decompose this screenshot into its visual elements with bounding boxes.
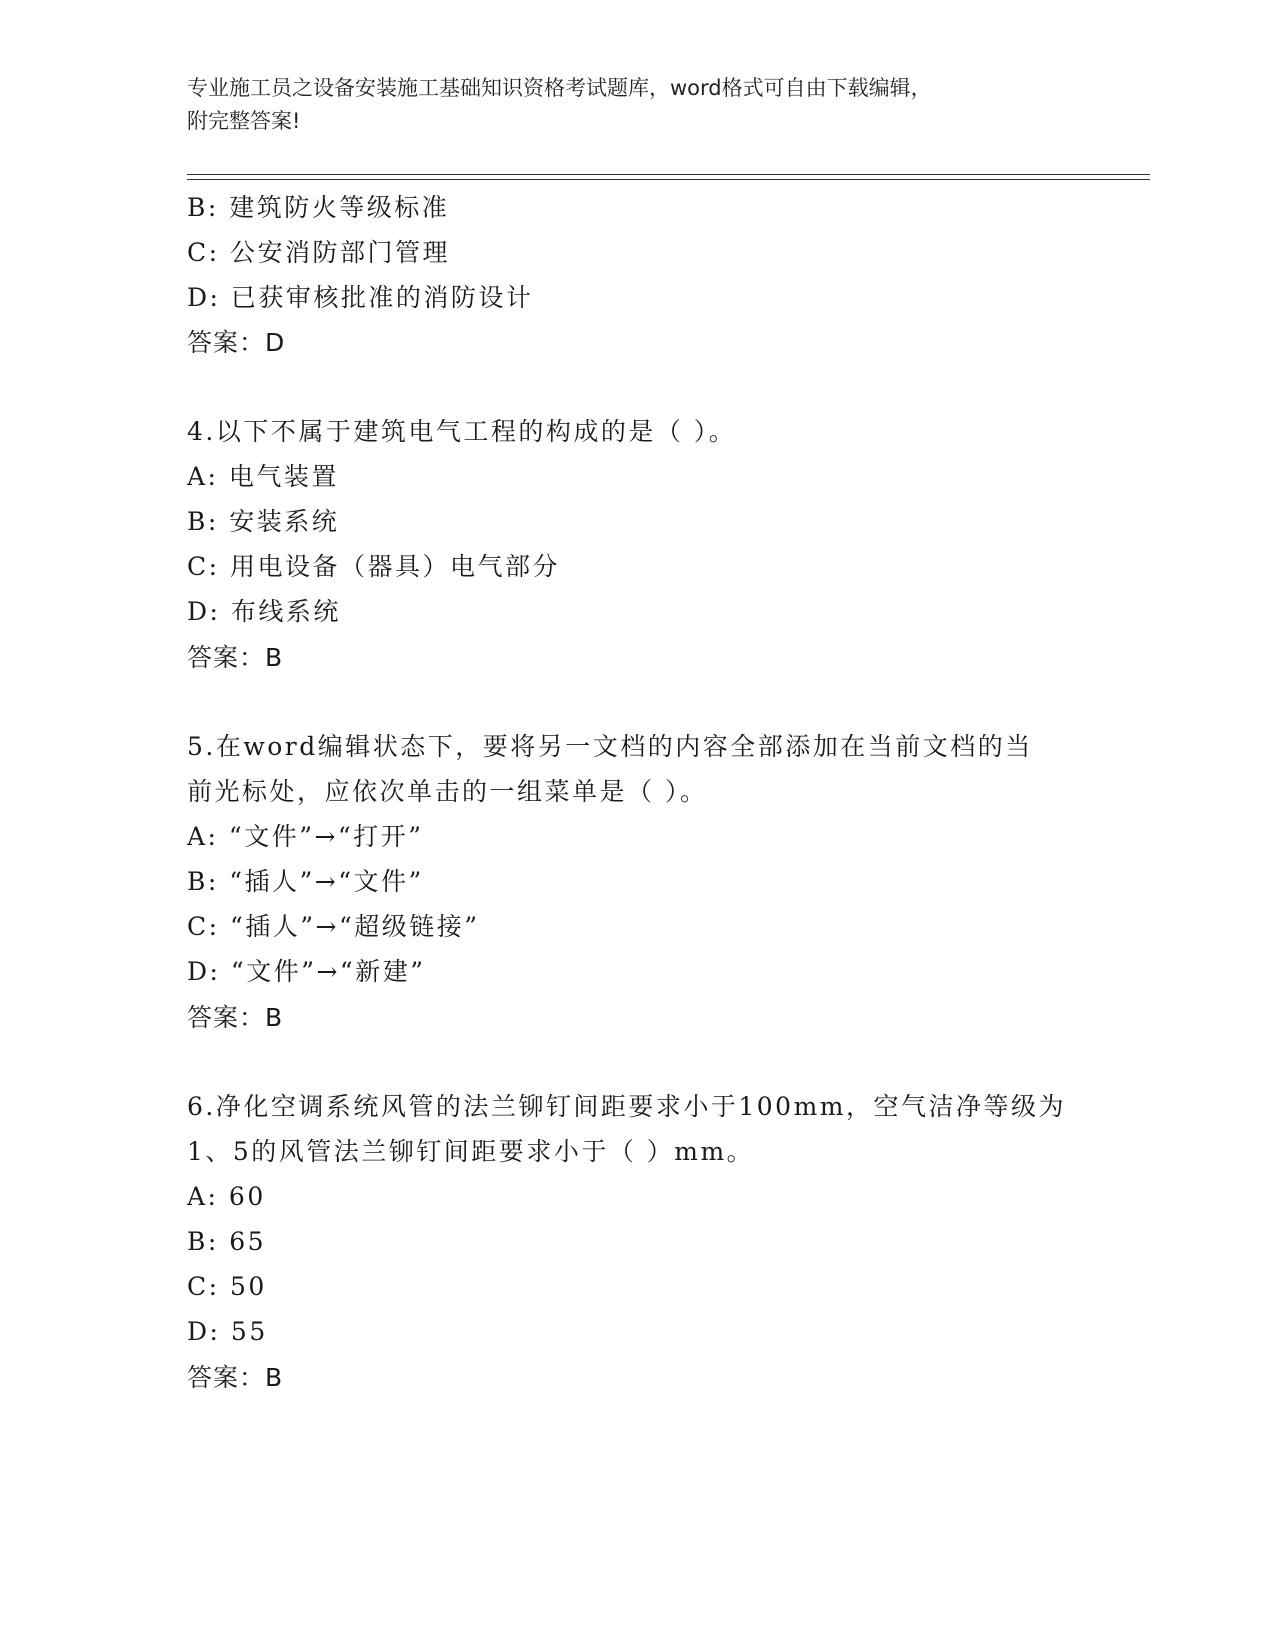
q4-stem-line-1: 4.以下不属于建筑电气工程的构成的是（ ）。 — [187, 417, 737, 446]
q6-stem-line-1: 6.净化空调系统风管的法兰铆钉间距要求小于100mm，空气洁净等级为 — [187, 1092, 1066, 1121]
q4-answer: 答案：B — [187, 643, 284, 672]
q6-option-b: B: 65 — [187, 1227, 267, 1256]
q6-option-c: C: 50 — [187, 1272, 267, 1301]
q6-option-d: D: 55 — [187, 1317, 268, 1346]
q5-stem-line-2: 前光标处，应依次单击的一组菜单是（ ）。 — [187, 777, 708, 806]
header-line-2: 附完整答案! — [187, 109, 301, 133]
q4-option-c: C: 用电设备（器具）电气部分 — [187, 552, 560, 581]
q6-stem-line-2: 1、5的风管法兰铆钉间距要求小于（ ）mm。 — [187, 1137, 755, 1166]
q6-option-a: A: 60 — [187, 1182, 266, 1211]
header-line-1: 专业施工员之设备安装施工基础知识资格考试题库，word格式可自由下载编辑， — [187, 76, 932, 100]
q4-option-b: B: 安装系统 — [187, 507, 340, 536]
q3-option-b: B: 建筑防火等级标准 — [187, 193, 450, 222]
q5-option-b: B: “插人”→“文件” — [187, 867, 424, 896]
q5-stem-line-1: 5.在word编辑状态下，要将另一文档的内容全部添加在当前文档的当 — [187, 732, 1033, 761]
q5-option-a: A: “文件”→“打开” — [187, 822, 424, 851]
q3-option-d: D: 已获审核批准的消防设计 — [187, 283, 534, 312]
header-rule-top — [187, 174, 1150, 175]
q5-option-d: D: “文件”→“新建” — [187, 957, 426, 986]
q6-answer: 答案：B — [187, 1363, 284, 1392]
document-header — [187, 72, 1087, 138]
q4-option-d: D: 布线系统 — [187, 597, 341, 626]
q5-answer: 答案：B — [187, 1003, 284, 1032]
header-rule-bottom — [187, 179, 1150, 180]
q3-option-c: C: 公安消防部门管理 — [187, 238, 450, 267]
q3-answer: 答案：D — [187, 328, 286, 357]
q4-option-a: A: 电气装置 — [187, 462, 339, 491]
q5-option-c: C: “插人”→“超级链接” — [187, 912, 480, 941]
